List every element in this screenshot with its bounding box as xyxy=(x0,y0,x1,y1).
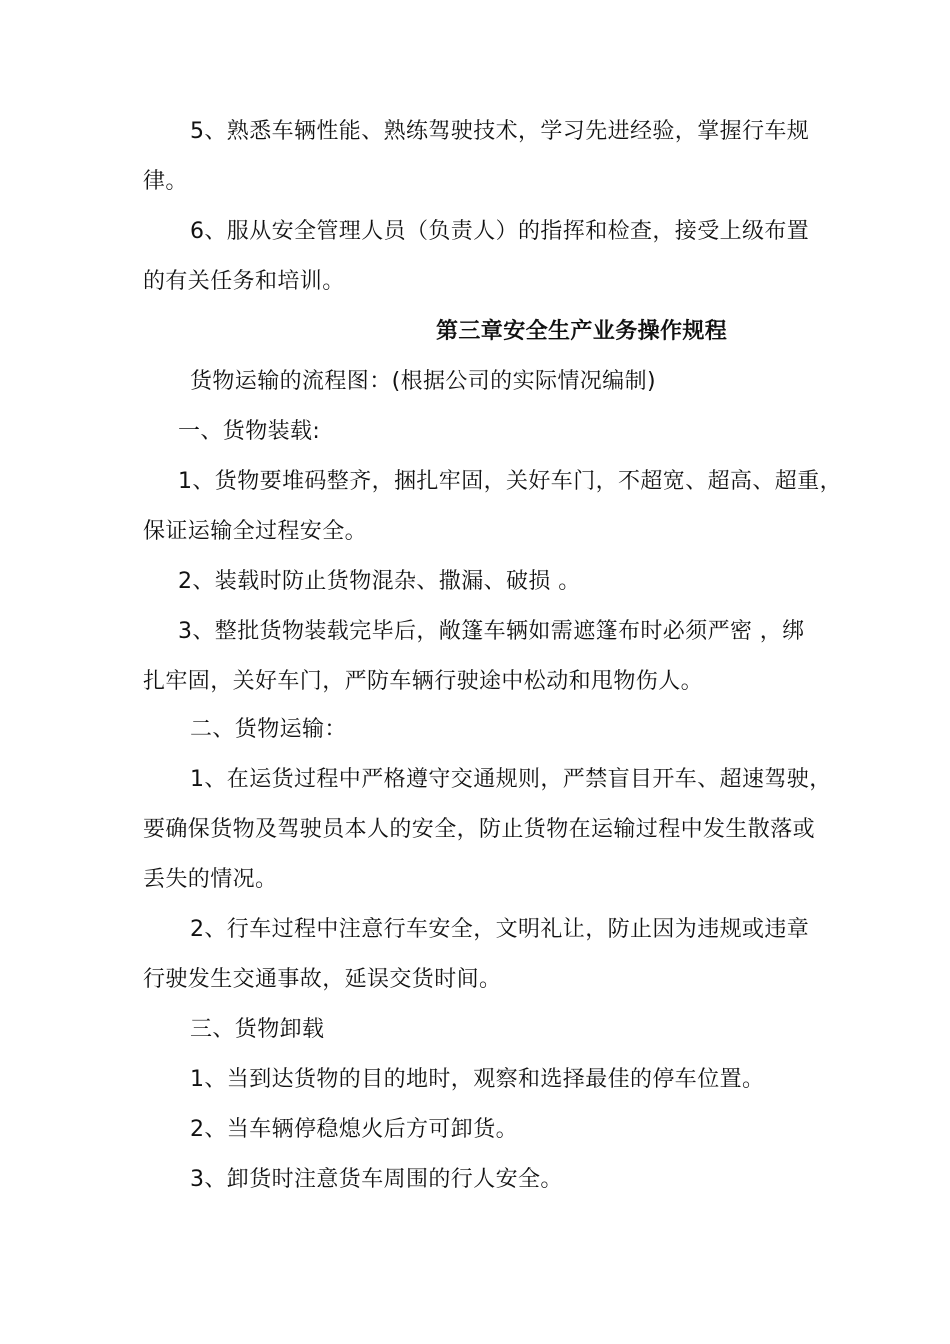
paragraph-line: 2、当车辆停稳熄火后方可卸货。 xyxy=(190,1117,518,1142)
paragraph-line: 2、装载时防止货物混杂、撒漏、破损 。 xyxy=(178,569,581,594)
chapter-title: 第三章安全生产业务操作规程 xyxy=(436,319,728,344)
paragraph-line: 丢失的情况。 xyxy=(143,867,278,892)
section-heading: 三、货物卸载 xyxy=(190,1017,325,1042)
paragraph-line: 1、当到达货物的目的地时，观察和选择最佳的停车位置。 xyxy=(190,1067,765,1092)
paragraph-line: 保证运输全过程安全。 xyxy=(143,519,368,544)
paragraph-line: 1、在运货过程中严格遵守交通规则，严禁盲目开车、超速驾驶， xyxy=(190,767,832,792)
paragraph-line: 5、熟悉车辆性能、熟练驾驶技术，学习先进经验，掌握行车规 xyxy=(190,119,810,144)
paragraph-line: 要确保货物及驾驶员本人的安全，防止货物在运输过程中发生散落或 xyxy=(143,817,816,842)
paragraph-line: 的有关任务和培训。 xyxy=(143,269,345,294)
paragraph-line: 1、货物要堆码整齐，捆扎牢固，关好车门，不超宽、超高、超重， xyxy=(178,469,842,494)
paragraph-line: 2、行车过程中注意行车安全，文明礼让，防止因为违规或违章 xyxy=(190,917,810,942)
paragraph-line: 货物运输的流程图：(根据公司的实际情况编制) xyxy=(190,369,656,394)
paragraph-line: 6、服从安全管理人员（负责人）的指挥和检查，接受上级布置 xyxy=(190,219,810,244)
paragraph-line: 3、整批货物装载完毕后，敞篷车辆如需遮篷布时必须严密 ，绑 xyxy=(178,619,805,644)
section-heading: 一、货物装载: xyxy=(178,419,321,444)
paragraph-line: 行驶发生交通事故，延误交货时间。 xyxy=(143,967,502,992)
section-heading: 二、货物运输： xyxy=(190,717,347,742)
paragraph-line: 扎牢固，关好车门，严防车辆行驶途中松动和甩物伤人。 xyxy=(143,669,704,694)
paragraph-line: 律。 xyxy=(143,169,188,194)
paragraph-line: 3、卸货时注意货车周围的行人安全。 xyxy=(190,1167,563,1192)
